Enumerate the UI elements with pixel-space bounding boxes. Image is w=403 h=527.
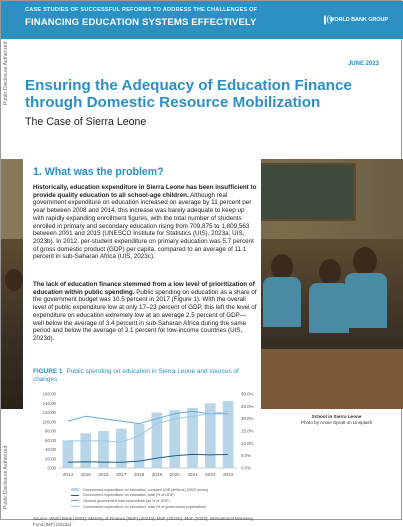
publication-date: JUNE 2023 <box>347 61 379 67</box>
chart-x-tick-label: 2020 <box>169 472 180 477</box>
report-subtitle: The Case of Sierra Leone <box>25 116 147 128</box>
photo-caption <box>279 414 394 426</box>
paragraph-1-lead: Historically, education expenditure in Sierra Leone has been insufficient to provide quality education to all school-age children. <box>33 184 257 199</box>
legend-label: Government expenditure on education, total (% of GDP) <box>83 493 175 498</box>
chart-right-tick-label: 0.0% <box>241 465 252 471</box>
series-kicker: CASE STUDIES OF SUCCESSFUL REFORMS TO ADDRESS THE CHALLENGES OF <box>25 7 258 13</box>
header-banner <box>1 1 403 39</box>
legend-line-swatch <box>71 495 79 496</box>
report-title: Ensuring the Adequacy of Education Finance through Domestic Resource Mobilization <box>25 77 352 111</box>
publisher-logo[interactable] <box>324 13 388 27</box>
photo-student <box>353 247 377 275</box>
chart-right-tick-label: 15.0% <box>241 428 254 434</box>
figure-title <box>33 368 263 384</box>
chart-bar <box>63 440 74 468</box>
chart-left-tick-label: 160.00 <box>42 391 56 397</box>
chart-left-tick-label: 140.00 <box>42 400 56 406</box>
legend-line-swatch <box>71 506 79 507</box>
chart-x-tick-label: 2019 <box>151 472 163 477</box>
paragraph-2-lead: The lack of education finance stemmed from a low level of prioritization of education within public spending. <box>33 281 255 296</box>
chart-right-tick-label: 25.0% <box>241 403 254 409</box>
legend-label: Government expenditure on education, constant US$ (millions) (2020 prices) <box>83 487 209 492</box>
chart-bar <box>80 433 91 468</box>
chart-x-tick-label: 2023 <box>222 472 234 477</box>
photo-student-uniform <box>309 283 349 333</box>
chart-x-tick-label: 2022 <box>205 472 216 477</box>
chart-series-line <box>68 454 228 462</box>
series-title: FINANCING EDUCATION SYSTEMS EFFECTIVELY <box>25 17 257 28</box>
legend-line-swatch <box>71 500 79 501</box>
chart-right-tick-label: 5.0% <box>241 453 252 459</box>
article-panel <box>23 159 261 527</box>
figure-caption: Public spending on education in Sierra Leone and sources of changes <box>33 368 239 383</box>
chart-left-tick-label: 100.00 <box>42 419 56 425</box>
photo-student <box>5 269 23 291</box>
photo-credit: Photo by Annie Spratt on Unsplash <box>300 420 373 425</box>
photo-student <box>319 259 341 285</box>
chart-legend <box>71 487 261 509</box>
chart-right-tick-label: 10.0% <box>241 440 254 446</box>
publisher-name: WORLD BANK GROUP <box>329 17 388 23</box>
legend-label: General government total expenditure (as % of GDP) <box>83 498 170 503</box>
chart-left-tick-label: 20.00 <box>45 456 56 462</box>
chart-left-tick-label: 120.00 <box>42 410 56 415</box>
photo-blackboard <box>256 163 356 221</box>
chart-left-tick-label: 80.00 <box>45 428 56 434</box>
chart-x-tick-label: 2017 <box>116 472 127 477</box>
chart-left-tick-label: 0.00 <box>47 465 56 471</box>
paragraph-1 <box>33 184 257 261</box>
figure-1-chart <box>31 390 263 480</box>
photo-student-uniform <box>345 273 387 328</box>
chart-x-tick-label: 2021 <box>187 472 198 477</box>
chart-bar <box>152 413 163 469</box>
legend-label: Government expenditure on education, total (% of government expenditure) <box>83 504 207 509</box>
legend-bar-swatch <box>71 488 79 491</box>
chart-right-tick-label: 30.0% <box>241 391 254 397</box>
paragraph-2 <box>33 281 257 343</box>
globe-icon <box>324 15 326 25</box>
figure-label: FIGURE 1 <box>33 368 63 375</box>
chart-x-tick-label: 2018 <box>133 472 145 477</box>
section-heading: 1. What was the problem? <box>33 166 164 178</box>
chart-left-tick-label: 40.00 <box>45 447 56 452</box>
chart-series-line <box>68 411 228 442</box>
chart-series-line <box>68 411 228 423</box>
chart-bar <box>223 401 234 468</box>
paragraph-2-text: Public spending on education as a share of the government budget was 10.5 percent in 2017 (Figure 1). With the overall level of public expenditure low at only 17–23 percent of GDP, this left the level of expenditure on education extremely low at an average 2.5 percent of GDP—well below the average of 3.4 percent in sub-Saharan Africa during the same period and below the average of 3.1 percent for low-income countries (UIS, 2023d). <box>33 288 257 342</box>
chart-x-tick-label: 2015 <box>80 472 91 477</box>
disclosure-stamp-top: Public Disclosure Authorized <box>3 41 9 105</box>
paragraph-1-text: Although real government expenditure on education increased on average by 11 percent per year between 2008 and 2014, this increase was barely adequate to keep up with rapidly expanding enrollment figures, with the total number of students enrolled in primary and secondary education rising from 709,875 to 1,809,563 between 2001 and 2015 (UNESCO Institute for Statistics (UIS), 2023a; UIS, 2023b). In 2012, per-student expenditure on primary education was 5.7 percent of gross domestic product (GDP) per capita, compared to an average of 11.1 percent in sub-Saharan Africa (UIS, 2023c). <box>33 191 254 261</box>
disclosure-stamp-bottom: Public Disclosure Authorized <box>3 445 9 509</box>
chart-x-tick-label: 2014 <box>62 472 74 477</box>
chart-x-tick-label: 2016 <box>98 472 109 477</box>
photo-caption-title: School in Sierra Leone <box>311 414 362 419</box>
figure-source: Source: World Bank (2023); Ministry of Finance (MoF) (2021a); MoF (2021b); MoF (2023); International Monetary Fund (IMF) (2023a). <box>33 516 254 527</box>
legend-item <box>71 504 261 510</box>
chart-right-tick-label: 20.0% <box>241 416 254 422</box>
photo-desk <box>241 349 403 409</box>
chart-left-tick-label: 60.00 <box>45 437 56 443</box>
photo-student-uniform <box>263 277 301 327</box>
